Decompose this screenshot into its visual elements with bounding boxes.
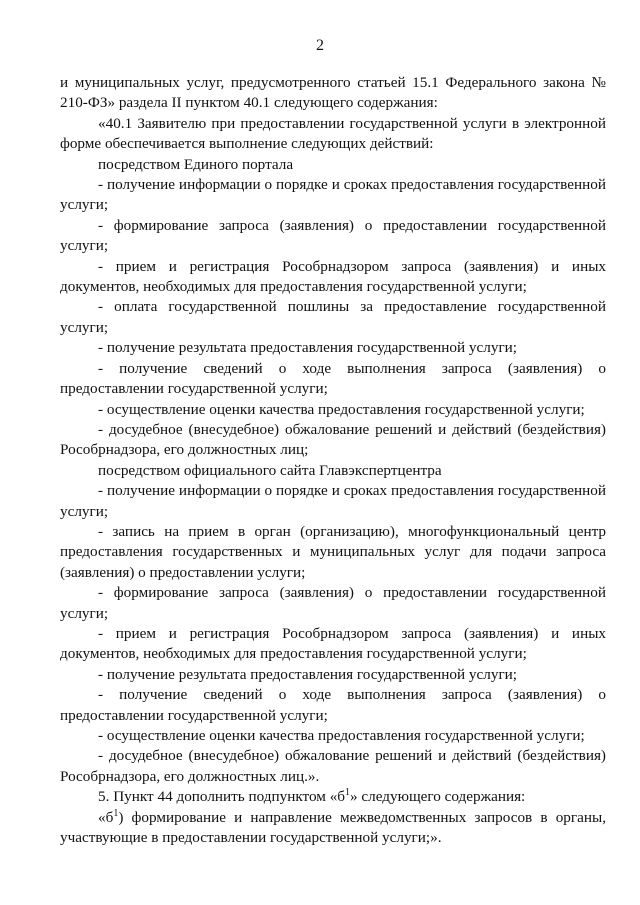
paragraph: - досудебное (внесудебное) обжалование решений и действий (бездействия) Рособрнадзора, его должностных лиц;: [60, 420, 606, 459]
paragraph: - осуществление оценки качества предоставления государственной услуги;: [98, 727, 585, 744]
paragraph: - получение информации о порядке и сроках предоставления государственной услуги;: [60, 482, 606, 520]
item-5-text-paragraph: [60, 808, 606, 849]
paragraph: - формирование запроса (заявления) о предоставлении государственной услуги;: [60, 216, 606, 255]
paragraph-list: [60, 73, 606, 787]
item-5-after: » следующего содержания:: [350, 788, 526, 806]
item-5-before: 5. Пункт 44 дополнить подпунктом «б: [98, 788, 346, 806]
paragraph: - запись на прием в орган (организацию), многофункциональный центр предоставления государственных и муниципальных услуг для подачи запроса (заявления) о предоставлении услуги;: [60, 522, 606, 581]
paragraph: - получение сведений о ходе выполнения запроса (заявления) о предоставлении государственной услуги;: [60, 359, 606, 398]
paragraph: посредством официального сайта Главэкспертцентра: [98, 461, 442, 479]
paragraph: посредством Единого портала: [98, 155, 294, 173]
document-body: [60, 73, 606, 848]
paragraph: - оплата государственной пошлины за предоставление государственной услуги;: [60, 298, 606, 336]
paragraph: - прием и регистрация Рособрнадзором запроса (заявления) и иных документов, необходимых для предоставления государственной услуги;: [60, 257, 606, 296]
paragraph: - формирование запроса (заявления) о предоставлении государственной услуги;: [60, 584, 606, 622]
paragraph: - прием и регистрация Рособрнадзором запроса (заявления) и иных документов, необходимых для предоставления государственной услуги;: [60, 624, 606, 663]
page-number: 2: [316, 37, 324, 54]
paragraph: - получение результата предоставления государственной услуги;: [98, 339, 518, 357]
item-5-superscript: 1: [345, 787, 351, 799]
paragraph: и муниципальных услуг, предусмотренного статьей 15.1 Федерального закона № 210-ФЗ» раздела II пунктом 40.1 следующего содержания:: [60, 74, 606, 112]
paragraph: - досудебное (внесудебное) обжалование решений и действий (бездействия) Рособрнадзора, его должностных лиц.».: [60, 747, 606, 785]
paragraph: - получение сведений о ходе выполнения запроса (заявления) о предоставлении государственной услуги;: [60, 686, 606, 724]
paragraph: - осуществление оценки качества предоставления государственной услуги;: [98, 400, 585, 418]
item-5-paragraph: [60, 787, 606, 807]
paragraph: «40.1 Заявителю при предоставлении государственной услуги в электронной форме обеспечивается выполнение следующих действий:: [60, 114, 606, 153]
item-5-text-after: ) формирование и направление межведомственных запросов в органы, участвующие в предоставлении государственной услуги;».: [60, 808, 606, 847]
paragraph: - получение результата предоставления государственной услуги;: [98, 665, 518, 683]
paragraph: - получение информации о порядке и сроках предоставления государственной услуги;: [60, 176, 606, 214]
item-5-text-before: «б: [98, 808, 114, 826]
item-5-text-superscript: 1: [113, 807, 119, 819]
